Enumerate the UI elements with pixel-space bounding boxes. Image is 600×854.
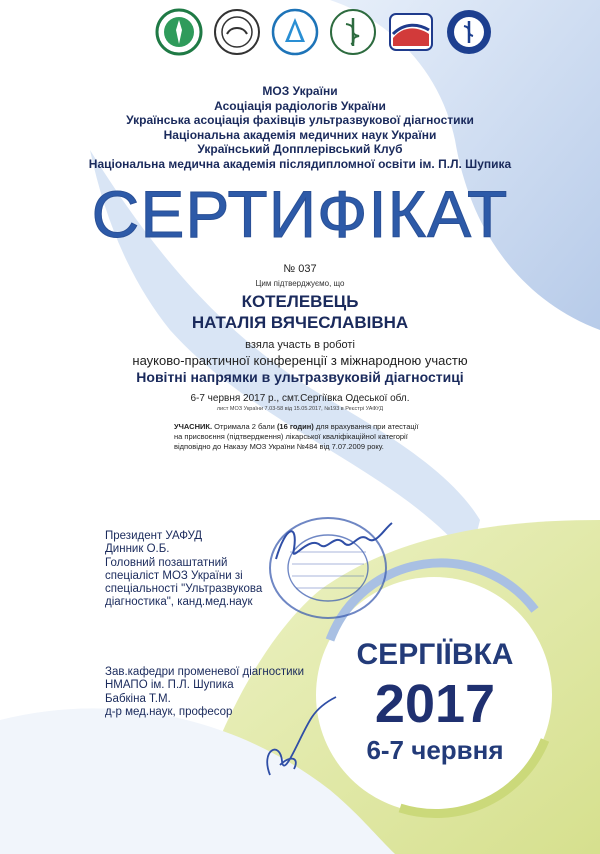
participant-note-part1: Отримала 2 бали: [212, 422, 277, 431]
event-dates: 6-7 червня 2017 р., смт.Сергіївка Одеської обл.: [190, 393, 410, 404]
logos-row: [155, 8, 500, 60]
organizers-list: [40, 84, 560, 172]
radiology-association-icon: [213, 8, 261, 56]
recipient-given-names: НАТАЛІЯ ВЯЧЕСЛАВІВНА: [191, 313, 409, 332]
signatory-line: Президент УАФУД: [105, 530, 203, 542]
doppler-club-icon: [387, 8, 435, 56]
participant-note-line1: [174, 422, 504, 432]
organizer-line: МОЗ України: [262, 84, 338, 98]
participant-note-part2: для врахування при атестації: [313, 422, 419, 431]
confirm-text: Цим підтверджуємо, що: [255, 279, 345, 288]
signatory-1: [105, 530, 262, 610]
participant-hours: (16 годин): [276, 422, 314, 431]
badge-year: 2017: [374, 674, 496, 734]
organizer-line: Український Допплерівський Клуб: [197, 142, 403, 157]
badge-city: СЕРГІЇВКА: [356, 638, 514, 671]
badge-dates: 6-7 червня: [366, 735, 504, 765]
certificate-title: СЕРТИФІКАТ: [91, 177, 509, 251]
signatory-line: Зав.кафедри променевої діагностики: [105, 666, 304, 678]
ministry-emblem-icon: [155, 8, 203, 56]
conference-title: Новітні напрямки в ультразвуковій діагностиці: [136, 369, 464, 385]
signatory-line: Динник О.Б.: [105, 543, 170, 556]
signatory-line: д-р мед.наук, професор: [105, 705, 233, 718]
signatory-line: Бабкіна Т.М.: [105, 692, 171, 705]
medical-academy-icon: [329, 8, 377, 56]
participant-note-line3: відповідно до Наказу МОЗ України №484 від 7.07.2009 року.: [174, 442, 384, 451]
participant-label: УЧАСНИК.: [174, 422, 213, 431]
recipient-surname: КОТЕЛЕВЕЦЬ: [241, 292, 359, 311]
event-badge: [330, 615, 540, 765]
participant-note-line2: на присвоєння (підтвердження) лікарської кваліфікаційної категорії: [174, 432, 408, 441]
organizer-line: Національна медична академія післядипломної освіти ім. П.Л. Шупика: [88, 156, 512, 171]
ultrasound-association-icon: [271, 8, 319, 56]
organizer-line: Асоціація радіологів України: [214, 98, 386, 113]
signatory-line: діагностика", канд.мед.наук: [105, 596, 253, 609]
certificate-number: № 037: [283, 263, 317, 275]
registry-reference: лист МОЗ України 7.03-58 від 15.05.2017, №193 в Реєстрі УАФУД: [216, 406, 384, 412]
participation-text: взяла участь в роботі: [245, 339, 355, 351]
signatory-line: спеціаліст МОЗ України зі: [105, 569, 243, 582]
signatory-line: Головний позаштатний: [105, 556, 228, 569]
signature-2: [250, 695, 340, 790]
nmapo-emblem-icon: [445, 8, 493, 56]
signature-1: [268, 515, 398, 575]
conference-type: науково-практичної конференції з міжнародною участю: [132, 353, 468, 368]
participant-note: [174, 422, 504, 452]
signatory-line: НМАПО ім. П.Л. Шупика: [105, 679, 234, 692]
organizer-line: Національна академія медичних наук України: [163, 127, 437, 142]
signatory-line: спеціальності "Ультразвукова: [105, 583, 263, 596]
organizer-line: Українська асоціація фахівців ультразвукової діагностики: [126, 113, 474, 128]
